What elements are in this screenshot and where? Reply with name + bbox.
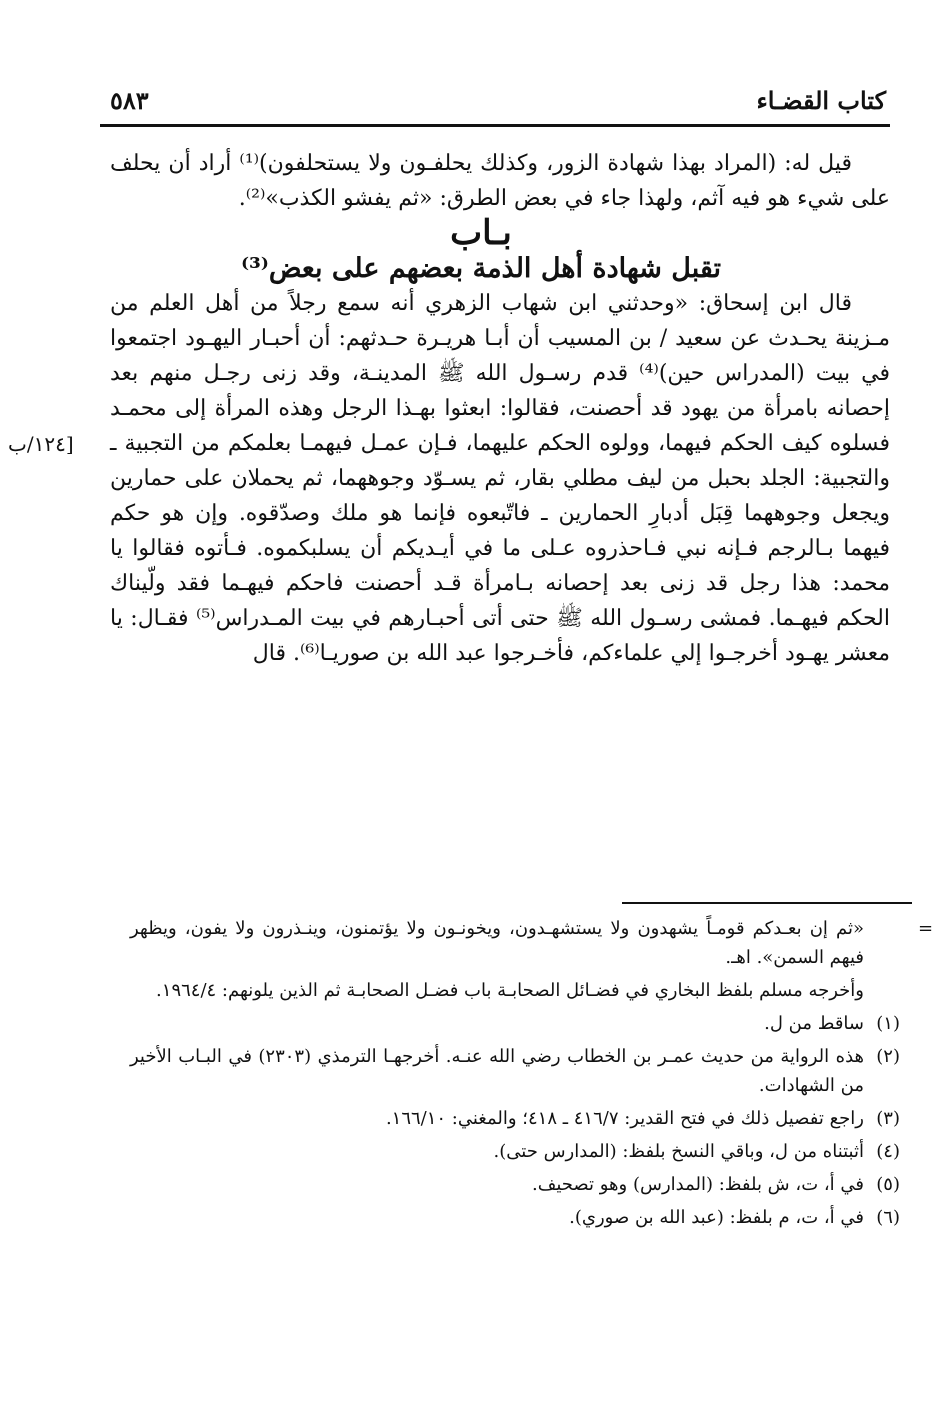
main-text bbox=[110, 146, 890, 671]
intro-paragraph: قيل له: (المراد بهذا شهادة الزور، وكذلك يحلفـون ولا يستحلفون)⁽¹⁾ أراد أن يحلف على شيء هو فيه آثم، ولهذا جاء في بعض الطرق: «ثم يفشو الكذب»⁽²⁾. bbox=[110, 151, 890, 211]
footnote-item bbox=[130, 1009, 900, 1038]
page-header bbox=[100, 84, 890, 127]
footnote-number: (٥) bbox=[876, 1174, 900, 1195]
chapter-heading: بـاب bbox=[450, 213, 512, 253]
footnote-continuation-2: وأخرجه مسلم بلفظ البخاري في فضـائل الصحابـة باب فضـل الصحابـة ثم الذين يلونهم: ١٩٦٤/٤. bbox=[156, 980, 864, 1001]
footnote-item bbox=[130, 1042, 900, 1100]
footnote-number: (٦) bbox=[876, 1207, 900, 1228]
footnote-text: ساقط من ل. bbox=[764, 1013, 864, 1034]
footnote-item bbox=[130, 1170, 900, 1199]
footnote-item bbox=[130, 1137, 900, 1166]
footnote-text: أثبتناه من ل، وباقي النسخ بلفظ: (المدارس حتى). bbox=[493, 1141, 864, 1162]
footnote-number: (١) bbox=[876, 1013, 900, 1034]
footnote-item bbox=[130, 1104, 900, 1133]
footnote-text: في أ، ت، م بلفظ: (عبد الله بن صوري). bbox=[569, 1207, 864, 1228]
footnotes bbox=[130, 914, 900, 1236]
footnote-text: هذه الرواية من حديث عمـر بن الخطاب رضي الله عنـه. أخرجهـا الترمذي (٢٣٠٣) في البـاب الأخير من الشهادات. bbox=[130, 1046, 865, 1096]
footnote-separator bbox=[622, 902, 912, 904]
chapter-title: تقبل شهادة أهل الذمة بعضهم على بعض⁽³⁾ bbox=[240, 253, 722, 284]
footnote-number: (٤) bbox=[876, 1141, 900, 1162]
continuation-mark: = bbox=[918, 918, 934, 939]
footnote-text: في أ، ت، ش بلفظ: (المدارس) وهو تصحيف. bbox=[532, 1174, 864, 1195]
footnote-number: (٢) bbox=[876, 1046, 900, 1067]
footnote-text: راجع تفصيل ذلك في فتح القدير: ٤١٦/٧ ـ ٤١٨؛ والمغني: ١٦٦/١٠. bbox=[385, 1108, 864, 1129]
footnote-item bbox=[130, 1203, 900, 1232]
manuscript-margin-note: [١٢٤/ب bbox=[8, 432, 74, 456]
footnote-number: (٣) bbox=[876, 1108, 900, 1129]
page-number: ٥٨٣ bbox=[110, 86, 149, 115]
running-title: كتاب القضـاء bbox=[756, 86, 886, 115]
footnote-continuation: «ثم إن بعـدكم قومـاً يشهدون ولا يستشهـدون، ويخونـون ولا يؤتمنون، وينـذرون ولا يفون، ويظهر فيهم السمن». اهـ. bbox=[130, 918, 865, 968]
narration-paragraph: قال ابن إسحاق: «وحدثني ابن شهاب الزهري أنه سمع رجلاً من أهل العلم من مـزينة يحـدث عن سعيد / بن المسيب أن أبـا هريـرة حـدثهم: أن أحبـار اليهـود اجتمعوا في بيت (المدراس حين)⁽⁴⁾ قدم رسـول الله ﷺ المدينـة، وقد زنى رجـل منهم بعد إحصانه بامرأة من يهود قد أحصنت، فقالوا: ابعثوا بهـذا الرجل وهذه المرأة إلى محمـد فسلوه كيف الحكم فيهما، وولوه الحكم عليهما، فـإن عمـل فيهمـا بعلمكم من التجبية ـ والتجبية: الجلد بحبل من ليف مطلي بقار، ثم يسـوّد وجوههما، ثم يحملان على حمارين ويجعل وجوههما قِبَل أدبارِ الحمارين ـ فاتّبعوه فإنما هو ملك وصدّقوه. وإن هو حكم فيهما بـالرجم فـإنه نبي فـاحذروه عـلى ما في أيـديكم أن يسلبكموه. فـأتوه فقالوا يا محمد: هذا رجل قد زنى بعد إحصانه بـامرأة قـد أحصنت فاحكم فيهـما فقد ولّيناك الحكم فيهـما. فمشى رسـول الله ﷺ حتى أتى أحبـارهم في بيت المـدراس⁽⁵⁾ فقـال: يا معشر يهـود أخرجـوا إلي علماءكم، فأخـرجوا عبد الله بن صوريـا⁽⁶⁾. قال bbox=[110, 291, 890, 666]
